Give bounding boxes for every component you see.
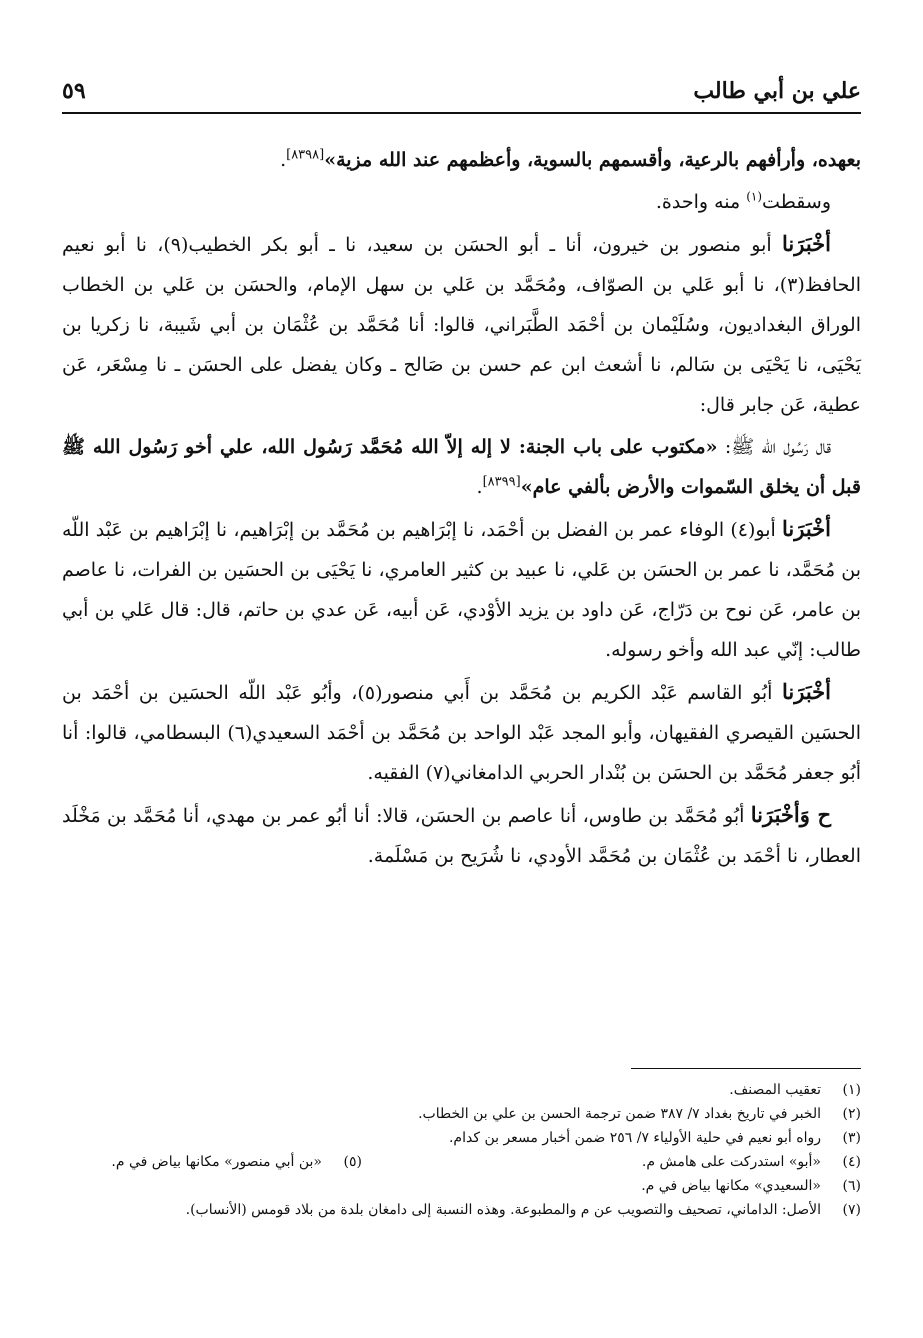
footnote xyxy=(62,1102,861,1126)
footnote-number: (٣) xyxy=(842,1130,861,1146)
sentence-end: . xyxy=(280,149,287,171)
footnote-text: «السعيدي» مكانها بياض في م. xyxy=(641,1178,821,1194)
paragraph-2 xyxy=(62,182,861,222)
footnote xyxy=(362,1150,861,1174)
running-title: علي بن أبي طالب xyxy=(693,78,861,104)
chain-lead: أخْبَرَنا xyxy=(782,679,831,704)
footnote-number: (٦) xyxy=(842,1178,861,1194)
header-rule xyxy=(62,112,861,114)
chain-lead: أخْبَرَنا xyxy=(782,231,831,256)
footnote xyxy=(62,1198,861,1222)
footnote-number: (٢) xyxy=(842,1106,861,1122)
hadith-number: [٨٣٩٨] xyxy=(286,147,325,163)
paragraph-4 xyxy=(62,427,861,507)
footnote-number: (١) xyxy=(842,1082,861,1098)
footnote-text: الأصل: الداماني، تصحيف والتصويب عن م والمطبوعة. وهذه النسبة إلى دامغان بلدة من بلاد قومس (الأنساب). xyxy=(185,1202,821,1218)
footnote-number: (٤) xyxy=(842,1154,861,1170)
paragraph-6 xyxy=(62,672,861,793)
sentence-end: . xyxy=(476,476,483,498)
chain-text: أبو(٤) الوفاء عمر بن الفضل بن أحْمَد، نا إبْرَاهيم بن مُحَمَّد بن إبْرَاهيم، نا إبْرَاهيم بن عَبْد اللّه بن مُحَمَّد، نا عمر بن الحسَن بن عَلي، نا عبيد بن كثير العامري، نا يَحْيَى بن الحسَين بن الفرات، نا عاصم بن عامر، عَن نوح بن دَرّاج، عَن داود بن يزيد الأوْدي، عَن أبيه، عَن عدي بن حاتم، قال: قال عَلي بن أبي طالب: إنّي عبد الله وأخو رسوله. xyxy=(62,519,861,661)
footnote-number: (٥) xyxy=(343,1154,362,1170)
chain-text: أبُو القاسم عَبْد الكريم بن مُحَمَّد بن أَبي منصور(٥)، وأبُو عَبْد اللّه الحسَين بن أحْمَد بن الحسَين القيصري الفقيهان، وأبو المجد عَبْد الواحد بن مُحَمَّد بن أحْمَد السعيدي(٦) البسطامي، قالوا: أنا أبُو جعفر مُحَمَّد بن الحسَن بن بُنْدار الحربي الدامغاني(٧) الفقيه. xyxy=(62,682,861,784)
hadith-number: [٨٣٩٩] xyxy=(482,474,521,490)
footnote-pair xyxy=(62,1150,861,1174)
chain-text: أبُو مُحَمَّد بن طاوس، أنا عاصم بن الحسَن، قالا: أنا أبُو عمر بن مهدي، أنا مُحَمَّد بن مَخْلَد العطار، نا أحْمَد بن عُثْمَان بن مُحَمَّد الأودي، نا شُرَيح بن مَسْلَمة. xyxy=(62,805,861,867)
chain-lead: أخْبَرَنا xyxy=(782,516,831,541)
footnote xyxy=(62,1150,362,1174)
paragraph-1 xyxy=(62,140,861,180)
text-after-note: منه واحدة. xyxy=(655,191,741,213)
page-number: ٥٩ xyxy=(62,78,86,104)
footnote xyxy=(62,1126,861,1150)
footnote xyxy=(62,1174,861,1198)
paragraph-7 xyxy=(62,795,861,876)
footnote-marker: (١) xyxy=(746,189,763,204)
footnote-rule xyxy=(631,1068,861,1069)
quote-text: بعهده، وأرأفهم بالرعية، وأقسمهم بالسوية، وأعظمهم عند الله مزية» xyxy=(324,149,861,171)
footnotes xyxy=(62,1078,861,1222)
page-header xyxy=(62,74,861,108)
hadith-text: «مكتوب على باب الجنة: لا إله إلاّ الله مُحَمَّد رَسُول الله، علي أخو رَسُول الله ﷺ قبل أن يخلق السّموات والأرض بألفي عام» xyxy=(62,436,861,498)
paragraph-5 xyxy=(62,509,861,670)
footnote xyxy=(62,1078,861,1102)
footnote-text: رواه أبو نعيم في حلية الأولياء ٧/ ٢٥٦ ضمن أخبار مسعر بن كدام. xyxy=(448,1130,821,1146)
text-before-note: وسقطت xyxy=(762,191,831,213)
paragraph-3 xyxy=(62,224,861,425)
chain-text: أبو منصور بن خيرون، أنا ـ أبو الحسَن بن سعيد، نا ـ أبو بكر الخطيب(٩)، نا أبو نعيم الحافظ(٣)، نا أبو عَلي بن الصوّاف، ومُحَمَّد بن عَلي بن سهل الإمام، والحسَن بن عَلي بن الخطاب الوراق البغداديون، وسُلَيْمان بن أحْمَد الطَّبَراني، قالوا: أنا مُحَمَّد بن عُثْمَان بن أبي شَيبة، نا زكريا بن يَحْيَى، نا يَحْيَى بن سَالم، نا أشعث ابن عم حسن بن صَالح ـ وكان يفضل على الحسَن ـ نا مِسْعَر، عَن عطية، عَن جابر قال: xyxy=(62,234,861,416)
footnote-text: «أبو» استدركت على هامش م. xyxy=(641,1154,821,1170)
footnote-text: الخبر في تاريخ بغداد ٧/ ٣٨٧ ضمن ترجمة الحسن بن علي بن الخطاب. xyxy=(418,1106,821,1122)
footnote-number: (٧) xyxy=(842,1202,861,1218)
footnote-text: تعقيب المصنف. xyxy=(729,1082,821,1098)
footnote-text: «بن أبي منصور» مكانها بياض في م. xyxy=(111,1154,322,1170)
chain-lead: ح وَأخْبَرَنا xyxy=(750,802,831,827)
hadith-intro: قال رَسُول الله ﷺ: xyxy=(724,436,831,458)
main-text xyxy=(62,140,861,878)
